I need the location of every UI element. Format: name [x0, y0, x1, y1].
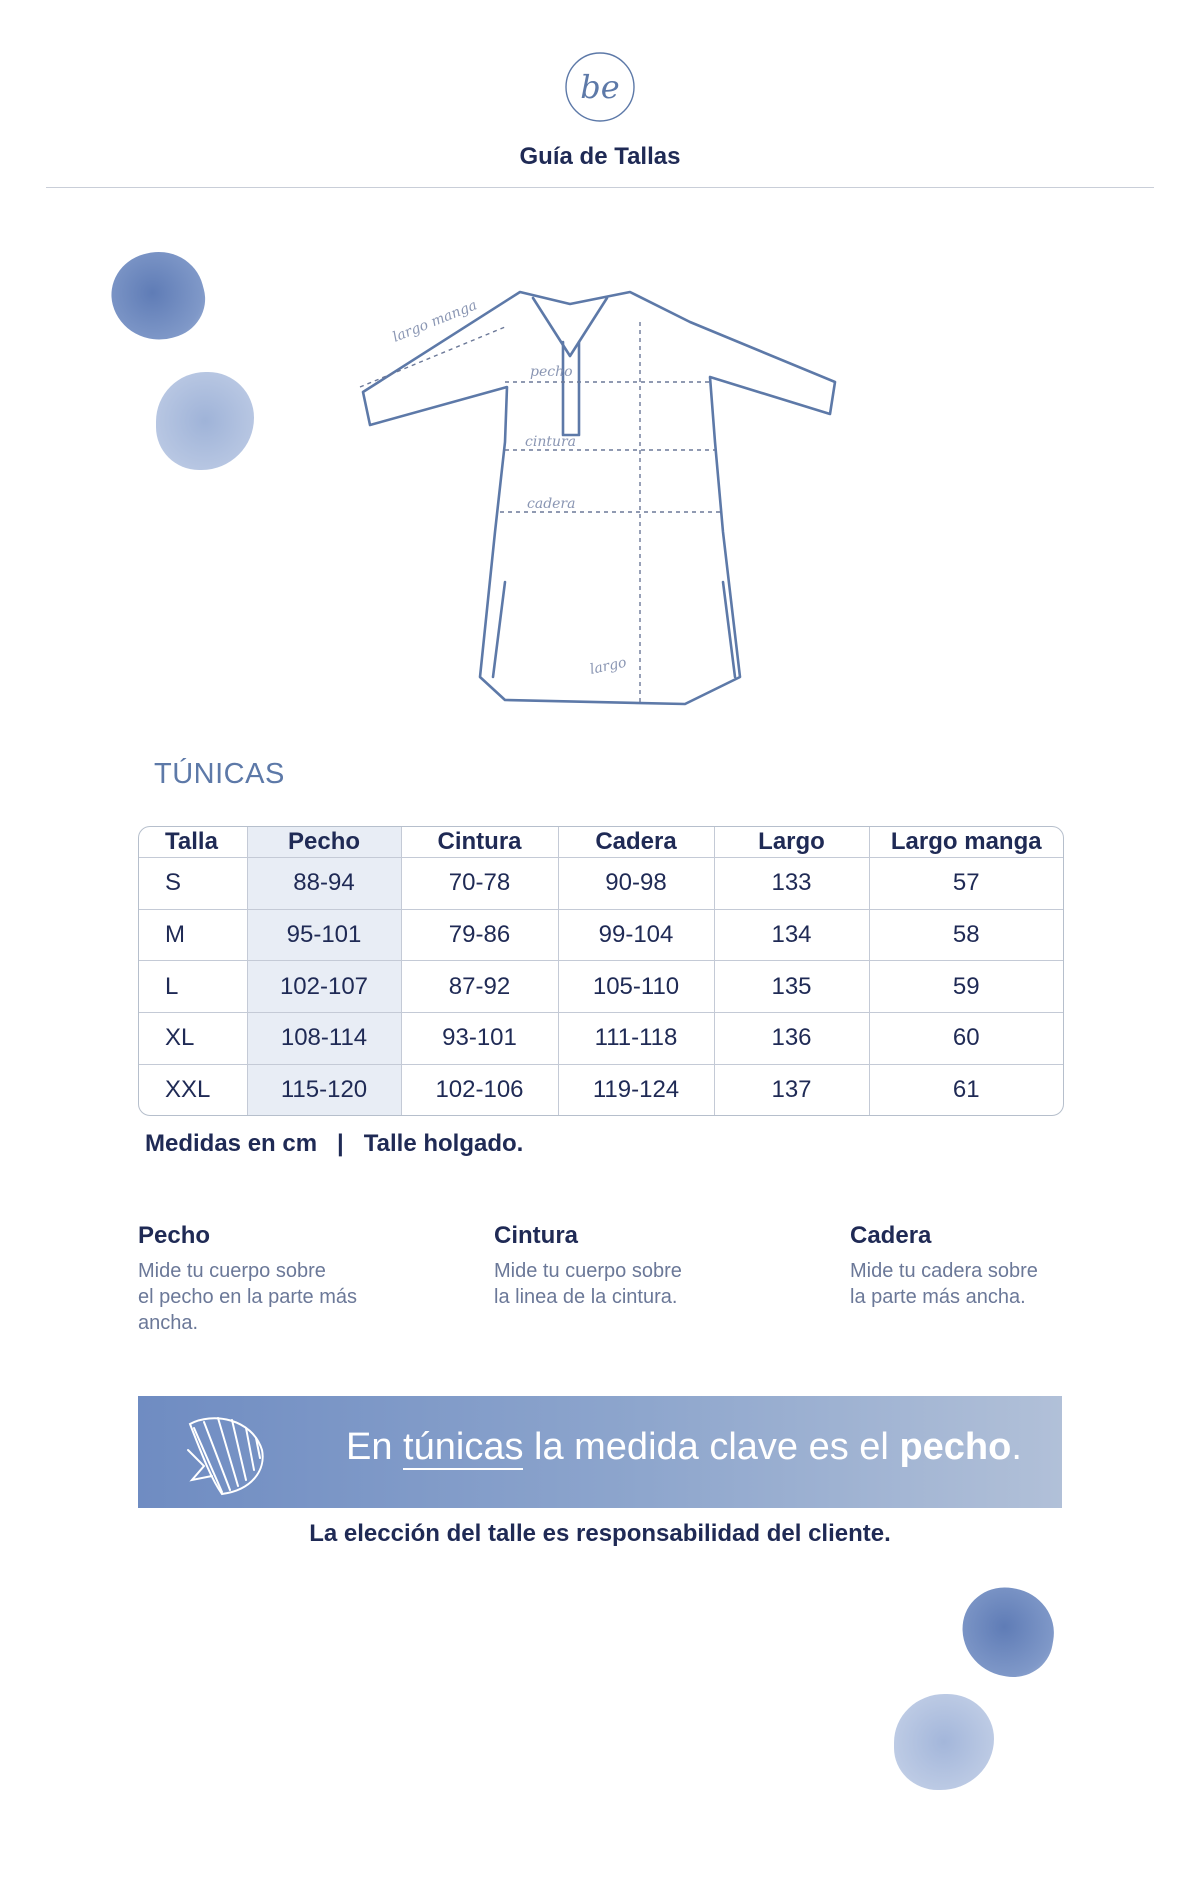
table-cell: XL: [139, 1012, 247, 1064]
table-cell: 70-78: [401, 858, 558, 910]
column-header: Talla: [139, 827, 247, 858]
table-cell: 87-92: [401, 961, 558, 1013]
column-header: Cintura: [401, 827, 558, 858]
tunic-illustration: [355, 282, 845, 712]
label-cadera: cadera: [527, 496, 576, 512]
table-cell: L: [139, 961, 247, 1013]
table-cell: XXL: [139, 1064, 247, 1115]
measure-chest: [138, 1222, 438, 1336]
section-title: TÚNICAS: [154, 758, 285, 790]
table-row: [139, 961, 1063, 1013]
table-cell: 105-110: [558, 961, 714, 1013]
table-cell: 93-101: [401, 1012, 558, 1064]
measure-text: Mide tu cuerpo sobre el pecho en la parte más ancha.: [138, 1260, 358, 1334]
watercolor-blob-decoration: [102, 242, 214, 351]
table-cell: 95-101: [247, 909, 401, 961]
page-title: Guía de Tallas: [519, 143, 681, 170]
shell-icon: [182, 1410, 266, 1496]
banner-text: [346, 1426, 1022, 1469]
watercolor-blob-decoration: [894, 1694, 994, 1790]
banner-text-underlined: túnicas: [403, 1426, 524, 1468]
column-header: Largo: [714, 827, 869, 858]
measure-title: Pecho: [138, 1222, 211, 1249]
watercolor-blob-decoration: [156, 372, 254, 470]
table-cell: 59: [869, 961, 1063, 1013]
table-cell: S: [139, 858, 247, 910]
table-cell: 61: [869, 1064, 1063, 1115]
measure-title: Cintura: [494, 1222, 578, 1249]
column-header: Largo manga: [869, 827, 1063, 858]
label-largo-manga: largo manga: [390, 297, 480, 346]
measure-hip: [850, 1222, 1150, 1310]
table-cell: M: [139, 909, 247, 961]
label-largo: largo: [588, 654, 628, 678]
banner-text-bold: pecho: [899, 1426, 1012, 1468]
table-cell: 137: [714, 1064, 869, 1115]
tunic-outline: [363, 292, 835, 704]
table-row: [139, 909, 1063, 961]
sleeve-length-guide: [360, 327, 505, 387]
key-measure-banner: [138, 1396, 1062, 1508]
table-cell: 115-120: [247, 1064, 401, 1115]
table-cell: 99-104: [558, 909, 714, 961]
table-cell: 134: [714, 909, 869, 961]
column-header: Cadera: [558, 827, 714, 858]
disclaimer: La elección del talle es responsabilidad del cliente.: [309, 1520, 891, 1547]
measure-waist: [494, 1222, 794, 1310]
watercolor-blob-decoration: [955, 1581, 1061, 1684]
table-cell: 79-86: [401, 909, 558, 961]
measure-title: Cadera: [850, 1222, 932, 1249]
column-header: Pecho: [247, 827, 401, 858]
banner-text-part: En: [346, 1426, 404, 1468]
header-divider: [46, 187, 1154, 188]
table-cell: 135: [714, 961, 869, 1013]
table-cell: 136: [714, 1012, 869, 1064]
table-row: [139, 1012, 1063, 1064]
table-cell: 90-98: [558, 858, 714, 910]
table-cell: 58: [869, 909, 1063, 961]
measure-text: Mide tu cuerpo sobre la linea de la cintura.: [494, 1260, 682, 1308]
table-cell: 133: [714, 858, 869, 910]
banner-text-part: la medida clave es el: [523, 1426, 900, 1468]
label-pecho: pecho: [530, 364, 573, 380]
table-cell: 102-107: [247, 961, 401, 1013]
table-cell: 57: [869, 858, 1063, 910]
table-cell: 88-94: [247, 858, 401, 910]
table-cell: 60: [869, 1012, 1063, 1064]
label-cintura: cintura: [525, 434, 577, 450]
logo-text: be: [580, 68, 620, 106]
table-note: Medidas en cm | Talle holgado.: [145, 1130, 524, 1157]
table-cell: 102-106: [401, 1064, 558, 1115]
table-row: [139, 858, 1063, 910]
table-header-row: [139, 827, 1063, 858]
neckline: [533, 298, 607, 356]
table-cell: 119-124: [558, 1064, 714, 1115]
table-cell: 108-114: [247, 1012, 401, 1064]
size-table: [138, 826, 1064, 1116]
measure-text: Mide tu cadera sobre la parte más ancha.: [850, 1260, 1038, 1308]
table-row: [139, 1064, 1063, 1115]
brand-logo: [563, 50, 637, 124]
table-cell: 111-118: [558, 1012, 714, 1064]
banner-text-part: .: [1011, 1426, 1022, 1468]
